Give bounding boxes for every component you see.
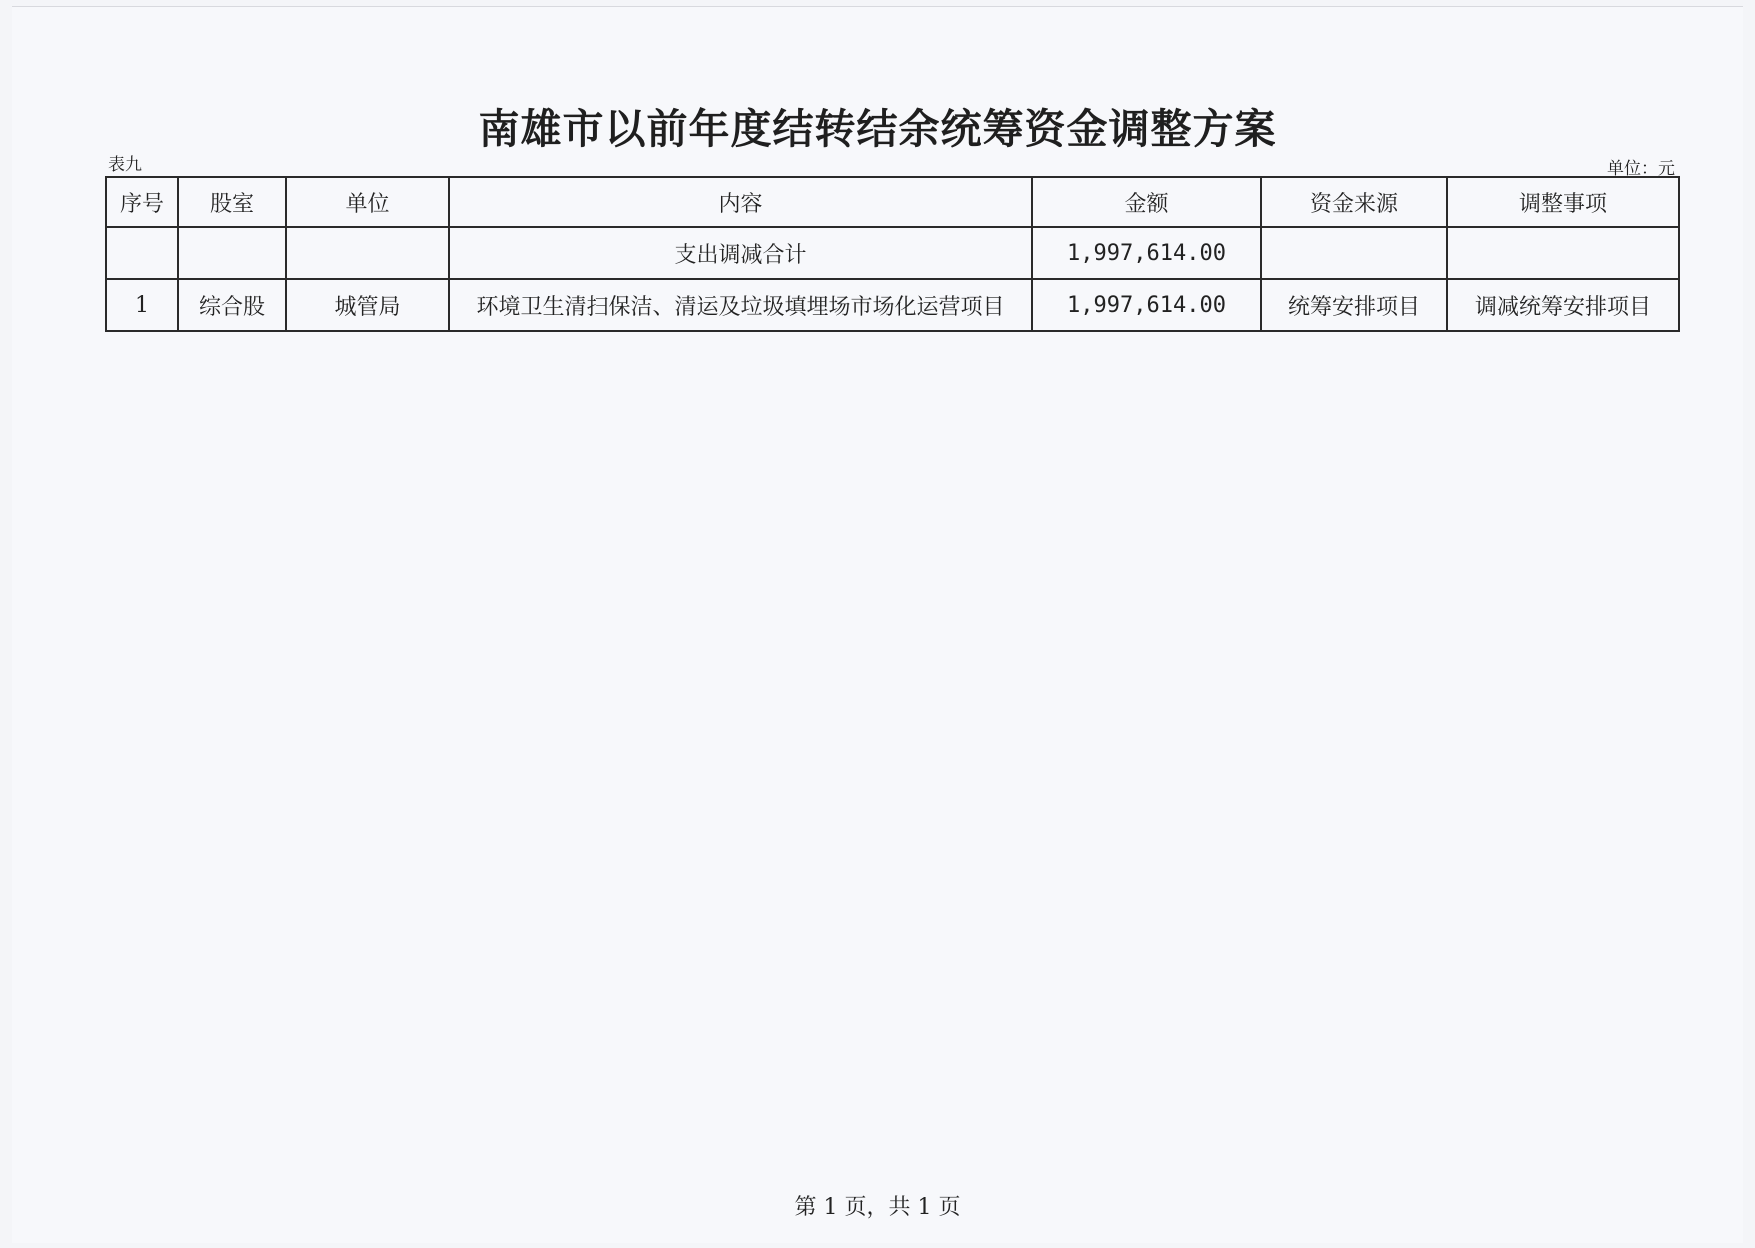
row-section: 综合股 (178, 279, 286, 331)
total-cell-section (178, 227, 286, 279)
total-amount: 1,997,614.00 (1032, 227, 1261, 279)
table-row (106, 279, 1679, 331)
header-cell-adjustment: 调整事项 (1447, 177, 1679, 227)
header-cell-amount: 金额 (1032, 177, 1261, 227)
header-row (106, 177, 1679, 227)
total-cell-no (106, 227, 178, 279)
row-content: 环境卫生清扫保洁、清运及垃圾填埋场市场化运营项目 (449, 279, 1032, 331)
adjustment-table (105, 176, 1680, 332)
total-cell-unit (286, 227, 449, 279)
header-cell-unit: 单位 (286, 177, 449, 227)
header-cell-source: 资金来源 (1261, 177, 1447, 227)
document-title: 南雄市以前年度结转结余统筹资金调整方案 (478, 105, 1277, 153)
total-cell-adjustment (1447, 227, 1679, 279)
table-number: 表九 (108, 155, 142, 175)
total-row (106, 227, 1679, 279)
row-source: 统筹安排项目 (1261, 279, 1447, 331)
header-cell-section: 股室 (178, 177, 286, 227)
unit-label: 单位：元 (1607, 159, 1675, 179)
header-cell-content: 内容 (449, 177, 1032, 227)
row-amount: 1,997,614.00 (1032, 279, 1261, 331)
row-adjustment: 调减统筹安排项目 (1447, 279, 1679, 331)
row-unit: 城管局 (286, 279, 449, 331)
page-footer: 第 1 页，共 1 页 (794, 1195, 961, 1220)
row-no: 1 (106, 279, 178, 331)
total-label: 支出调减合计 (449, 227, 1032, 279)
header-cell-no: 序号 (106, 177, 178, 227)
total-cell-source (1261, 227, 1447, 279)
